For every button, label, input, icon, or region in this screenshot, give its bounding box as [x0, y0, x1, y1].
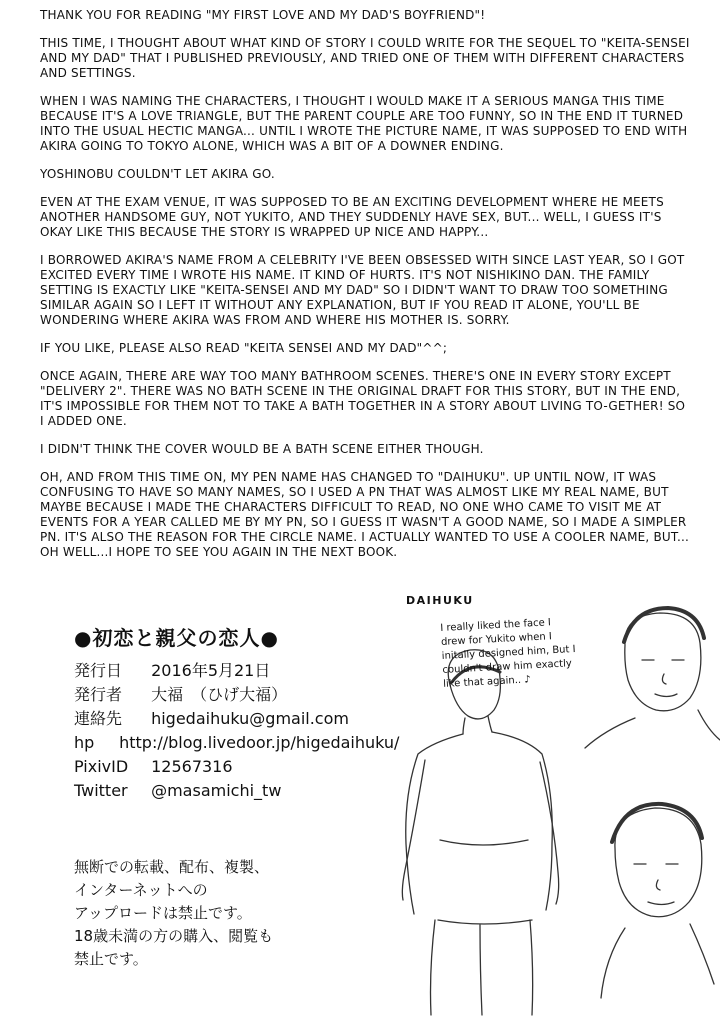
notice-line: 18歳未満の方の購入、閲覧も [74, 927, 274, 945]
twitter-handle: @masamichi_tw [151, 781, 282, 800]
afterword-paragraph: YOSHINOBU COULDN'T LET AKIRA GO. [40, 167, 275, 181]
notice-line: アップロードは禁止です。 [74, 904, 252, 922]
publisher-label: 発行者 [74, 685, 123, 704]
homepage-label: hp [74, 733, 95, 752]
afterword-paragraph: EVEN AT THE EXAM VENUE, IT WAS SUPPOSED TO BE AN EXCITING DEVELOPMENT WHERE HE MEETS ANOTHER HANDSOME GUY, NOT YUKITO, AND THEY SUDDENLY HAVE SEX, BUT... WELL, I GUESS IT'S OKAY LIKE THIS BECAUSE THE STORY IS WRAPPED UP NICE AND HAPPY... [40, 195, 664, 239]
homepage-url: http://blog.livedoor.jp/higedaihuku/ [119, 733, 400, 752]
twitter-label: Twitter [74, 781, 128, 800]
artist-name: DAIHUKU [406, 594, 474, 607]
afterword-paragraph: I BORROWED AKIRA'S NAME FROM A CELEBRITY I'VE BEEN OBSESSED WITH SINCE LAST YEAR, SO I GOT EXCITED EVERY TIME I WROTE HIS NAME. IT KIND OF HURTS. IT'S NOT NISHIKINO DAN. THE FAMILY SETTING IS EXACTLY LIKE "KEITA-SENSEI AND MY DAD" SO I DIDN'T WANT TO DRAW TOO SOMETHING SIMILAR AGAIN SO I LEFT IT WITHOUT ANY EXPLANATION, BUT IF YOU READ IT ALONE, YOU'LL BE WONDERING WHERE AKIRA WAS FROM AND WHERE HIS MOTHER IS. SORRY. [40, 253, 685, 327]
afterword-paragraph: WHEN I WAS NAMING THE CHARACTERS, I THOUGHT I WOULD MAKE IT A SERIOUS MANGA THIS TIME BECAUSE IT'S A LOVE TRIANGLE, BUT THE PARENT COUPLE ARE TOO FUNNY, SO IN THE END IT TURNED INTO THE USUAL HECTIC MANGA... UNTIL I WROTE THE PICTURE NAME, IT WAS SUPPOSED TO END WITH AKIRA GOING TO TOKYO ALONE, WHICH WAS A BIT OF A DOWNER ENDING. [40, 94, 688, 153]
notice-line: 禁止です。 [74, 950, 148, 968]
sketch-note [440, 613, 623, 692]
publisher-value: 大福 （ひげ大福） [151, 685, 288, 704]
contact-label: 連絡先 [74, 709, 123, 728]
pixiv-id: 12567316 [151, 757, 233, 776]
notice-line: 無断での転載、配布、複製、 [74, 858, 270, 876]
standing-figure-sketch [402, 650, 558, 1015]
copyright-notice [74, 856, 273, 971]
contact-email: higedaihuku@gmail.com [151, 709, 349, 728]
pixiv-label: PixivID [74, 757, 129, 776]
afterword-paragraph: ONCE AGAIN, THERE ARE WAY TOO MANY BATHROOM SCENES. THERE'S ONE IN EVERY STORY EXCEPT "DELIVERY 2". THERE WAS NO BATH SCENE IN THE ORIGINAL DRAFT FOR THIS STORY, BUT IN THE END, IT'S IMPOSSIBLE FOR THEM NOT TO TAKE A BATH TOGETHER IN A STORY ABOUT LIVING TO-GETHER! SO I ADDED ONE. [40, 369, 686, 428]
note-line: like that again.. ♪ [442, 674, 531, 690]
afterword-paragraph: OH, AND FROM THIS TIME ON, MY PEN NAME HAS CHANGED TO "DAIHUKU". UP UNTIL NOW, IT WAS CONFUSING TO HAVE SO MANY NAMES, SO I USED A PN THAT WAS ALMOST LIKE MY REAL NAME, BUT MAYBE BECAUSE I MADE THE CHARACTERS DIFFICULT TO READ, NO ONE WHO CAME TO VISIT ME AT EVENTS FOR A YEAR CALLED ME BY MY PN, SO I GUESS IT WASN'T A GOOD NAME, SO I MADE A SIMPLER PN. IT'S ALSO THE REASON FOR THE CIRCLE NAME. I ACTUALLY WANTED TO USE A COOLER NAME, BUT... OH WELL...I HOPE TO SEE YOU AGAIN IN THE NEXT BOOK. [40, 470, 690, 559]
book-title: ●初恋と親父の恋人● [74, 626, 279, 650]
afterword-paragraph: I DIDN'T THINK THE COVER WOULD BE A BATH SCENE EITHER THOUGH. [40, 442, 484, 456]
notice-line: インターネットへの [74, 881, 208, 899]
afterword-paragraph: THIS TIME, I THOUGHT ABOUT WHAT KIND OF STORY I COULD WRITE FOR THE SEQUEL TO "KEITA-SENSEI AND MY DAD" THAT I PUBLISHED PREVIOUSLY, AND TRIED ONE OF THEM WITH DIFFERENT CHARACTERS AND SETTINGS. [40, 36, 690, 80]
afterword-paragraph: THANK YOU FOR READING "MY FIRST LOVE AND MY DAD'S BOYFRIEND"! [40, 8, 486, 22]
note-line: initally designed him, But I [441, 643, 576, 662]
publish-date-label: 発行日 [74, 661, 123, 680]
note-line: couldn't draw him exactly [442, 658, 573, 676]
afterword-text [40, 8, 692, 573]
afterword-paragraph: IF YOU LIKE, PLEASE ALSO READ "KEITA SENSEI AND MY DAD"^^; [40, 341, 448, 355]
note-line: drew for Yukito when I [440, 631, 553, 648]
head-sketch-bottom [601, 804, 714, 998]
note-line: I really liked the face I [440, 617, 552, 634]
publish-date-value: 2016年5月21日 [151, 661, 271, 680]
